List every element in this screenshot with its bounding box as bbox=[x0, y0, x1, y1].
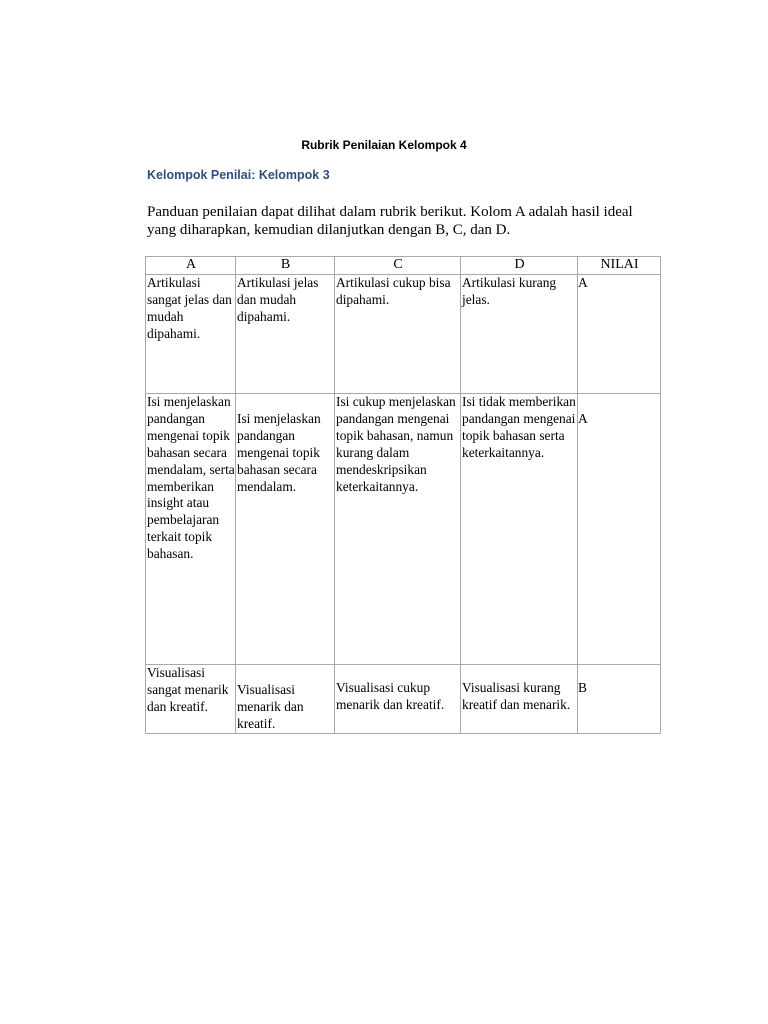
cell-c-visualisasi-text: Visualisasi cukup menarik dan kreatif. bbox=[336, 680, 445, 712]
cell-nilai-isi-text: A bbox=[578, 411, 588, 426]
header-d: D bbox=[461, 257, 578, 275]
cell-d-visualisasi bbox=[461, 665, 578, 734]
cell-c-isi bbox=[335, 394, 461, 665]
cell-b-isi-text: Isi menjelaskan pandangan mengenai topik bahasan secara mendalam. bbox=[237, 411, 321, 494]
cell-b-visualisasi bbox=[236, 665, 335, 734]
cell-d-isi bbox=[461, 394, 578, 665]
cell-a-artikulasi: Artikulasi sangat jelas dan mudah dipahami. bbox=[146, 275, 236, 394]
cell-nilai-isi bbox=[578, 394, 661, 665]
cell-c-visualisasi bbox=[335, 665, 461, 734]
cell-a-visualisasi: Visualisasi sangat menarik dan kreatif. bbox=[146, 665, 236, 734]
cell-b-artikulasi: Artikulasi jelas dan mudah dipahami. bbox=[236, 275, 335, 394]
header-nilai: NILAI bbox=[578, 257, 661, 275]
table-header-row bbox=[146, 257, 661, 275]
header-a: A bbox=[146, 257, 236, 275]
header-b: B bbox=[236, 257, 335, 275]
document-subtitle: Kelompok Penilai: Kelompok 3 bbox=[147, 168, 330, 182]
header-c: C bbox=[335, 257, 461, 275]
cell-a-isi-text: Isi menjelaskan pandangan mengenai topik bahasan secara mendalam, serta memberikan insight atau pembelajaran terkait topik bahasan. bbox=[147, 394, 235, 562]
table-row bbox=[146, 665, 661, 734]
cell-a-isi bbox=[146, 394, 236, 665]
intro-paragraph bbox=[147, 203, 667, 239]
cell-d-visualisasi-text: Visualisasi kurang kreatif dan menarik. bbox=[462, 680, 571, 712]
cell-b-isi bbox=[236, 394, 335, 665]
rubric-table bbox=[145, 256, 661, 734]
table-row bbox=[146, 275, 661, 394]
cell-nilai-visualisasi-text: B bbox=[578, 680, 587, 695]
cell-nilai-visualisasi bbox=[578, 665, 661, 734]
cell-c-artikulasi: Artikulasi cukup bisa dipahami. bbox=[335, 275, 461, 394]
cell-d-isi-text: Isi tidak memberikan pandangan mengenai topik bahasan serta keterkaitannya. bbox=[462, 394, 576, 460]
cell-c-isi-text: Isi cukup menjelaskan pandangan mengenai topik bahasan, namun kurang dalam mendeskripsikan keterkaitannya. bbox=[336, 394, 456, 494]
document-title: Rubrik Penilaian Kelompok 4 bbox=[301, 138, 467, 152]
cell-d-artikulasi: Artikulasi kurang jelas. bbox=[461, 275, 578, 394]
cell-nilai-artikulasi: A bbox=[578, 275, 661, 394]
intro-line-2: yang diharapkan, kemudian dilanjutkan dengan B, C, dan D. bbox=[147, 222, 511, 238]
table-row bbox=[146, 394, 661, 665]
intro-line-1: Panduan penilaian dapat dilihat dalam rubrik berikut. Kolom A adalah hasil ideal bbox=[147, 204, 633, 220]
cell-b-visualisasi-text: Visualisasi menarik dan kreatif. bbox=[237, 682, 304, 731]
